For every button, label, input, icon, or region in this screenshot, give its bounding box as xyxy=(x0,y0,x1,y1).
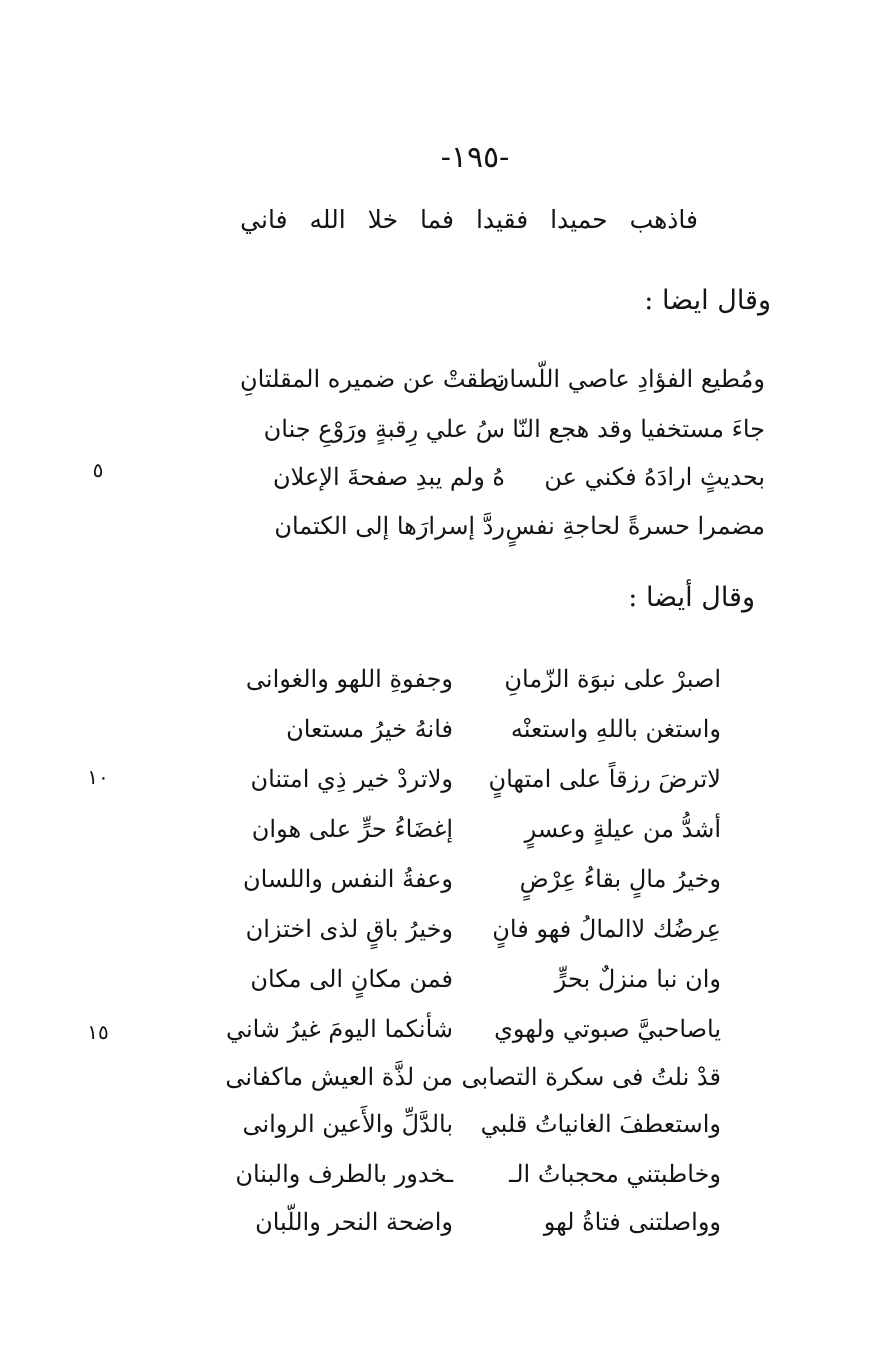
first-hemistich: واستغن باللهِ واستعنْه xyxy=(510,715,721,743)
verse-line xyxy=(0,1015,873,1055)
verse-line xyxy=(0,512,873,552)
second-hemistich: بالدَّلِّ والأَعين الروانى xyxy=(242,1110,453,1138)
verse-line xyxy=(0,1208,873,1248)
verse-line xyxy=(0,1160,873,1200)
first-hemistich: مضمرا حسرةً لحاجةِ نفسٍ xyxy=(505,512,765,540)
verse-line xyxy=(0,715,873,755)
second-hemistich: وجفوةِ اللهو والغوانى xyxy=(245,665,453,693)
first-hemistich: لاترضَ رزقاً على امتهانٍ xyxy=(488,765,721,793)
first-hemistich: ومُطيع الفؤادِ عاصي اللّسان xyxy=(491,365,765,393)
second-hemistich: شأنكما اليومَ غيرُ شاني xyxy=(225,1015,453,1043)
line-number-marker: ١٥ xyxy=(87,1020,109,1044)
second-hemistich: وخيرُ باقٍ لذى اختزان xyxy=(245,915,453,943)
second-hemistich: وعفةُ النفس واللسان xyxy=(243,865,453,893)
verse-line xyxy=(0,463,873,503)
second-hemistich: فانهُ خيرُ مستعان xyxy=(286,715,453,743)
first-hemistich: وخيرُ مالٍ بقاءُ عِرْضٍ xyxy=(519,865,721,893)
line-number-marker: ١٠ xyxy=(87,765,109,789)
verse-line xyxy=(0,765,873,805)
second-hemistich: فمن مكانٍ الى مكان xyxy=(250,965,453,993)
verse-line xyxy=(0,365,873,405)
second-hemistich: واضحة النحر واللّبان xyxy=(255,1208,453,1236)
verse-line xyxy=(0,965,873,1005)
first-hemistich: عِرضُك لاالمالُ فهو فانٍ xyxy=(492,915,721,943)
line-number-marker: ٥ xyxy=(92,458,104,482)
second-hemistich: هُ ولم يبدِ صفحةَ الإعلان xyxy=(273,463,505,491)
verse-line xyxy=(0,915,873,955)
verse-line xyxy=(0,1110,873,1150)
second-hemistich: ردَّ إسرارَها إلى الكتمان xyxy=(274,512,505,540)
verse-line xyxy=(0,865,873,905)
first-hemistich: بحديثٍ ارادَهُ فكني عن xyxy=(544,463,765,491)
verse-line xyxy=(0,815,873,855)
first-hemistich: اصبرْ على نبوَة الزّمانِ xyxy=(504,665,721,693)
first-hemistich: ياصاحبيَّ صبوتي ولهوي xyxy=(494,1015,721,1043)
second-hemistich: إغضَاءُ حرٍّ على هوان xyxy=(251,815,453,843)
first-hemistich: وخاطبتني محجباتُ الـ xyxy=(509,1160,721,1188)
first-hemistich: وواصلتنى فتاةُ لهو xyxy=(543,1208,721,1236)
section-heading-1: وقال ايضا : xyxy=(644,285,771,316)
verse-line xyxy=(0,1063,873,1103)
first-hemistich: واستعطفَ الغانياتُ قلبي xyxy=(480,1110,721,1138)
opening-verse: فاذهب حميدا فقيدا فما خلا الله فاني xyxy=(240,205,698,234)
first-hemistich: قدْ نلتُ فى سكرة التصابى xyxy=(461,1063,721,1091)
second-hemistich: نطقتْ عن ضميره المقلتانِ xyxy=(240,365,505,393)
first-hemistich: أشدُّ من عيلةٍ وعسرٍ xyxy=(524,815,721,843)
page-number: -١٩٥- xyxy=(440,140,510,175)
verse-line xyxy=(0,665,873,705)
second-hemistich: ـخدور بالطرف والبنان xyxy=(235,1160,453,1188)
second-hemistich: من لذَّة العيش ماكفانى xyxy=(225,1063,453,1091)
first-hemistich: جاءَ مستخفيا وقد هجع النّا xyxy=(512,415,765,443)
second-hemistich: سُ علي رِقبةٍ ورَوْعِ جنان xyxy=(263,415,505,443)
second-hemistich: ولاتردْ خير ذِي امتنان xyxy=(250,765,453,793)
verse-line xyxy=(0,415,873,455)
section-heading-2: وقال أيضا : xyxy=(628,582,755,613)
first-hemistich: وان نبا منزلٌ بحرٍّ xyxy=(554,965,721,993)
